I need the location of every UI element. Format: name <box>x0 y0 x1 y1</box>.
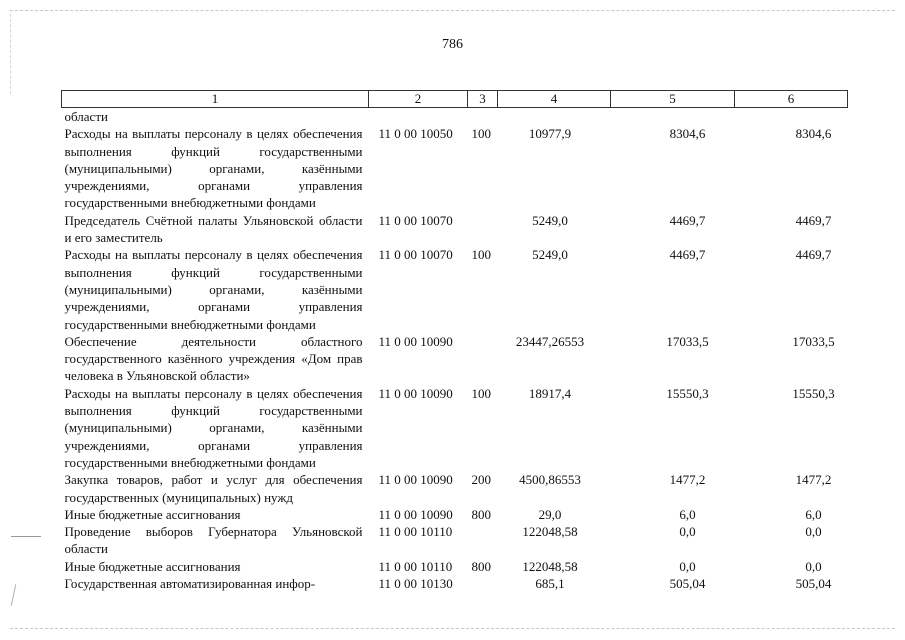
row-target-code: 11 0 00 10130 <box>378 576 453 592</box>
row-expense-type: 200 <box>471 472 491 488</box>
row-target-code: 11 0 00 10090 <box>378 472 453 488</box>
row-value-1: 685,1 <box>535 576 565 592</box>
row-expense-type: 100 <box>471 385 491 401</box>
header-row <box>62 91 848 108</box>
row-value-2: 6,0 <box>679 506 696 522</box>
row-description: Расходы на выплаты персоналу в целях обеспечения выполнения функций государственными (муниципальными) органами, казёнными учреждениями, органами управления государственными внебюджетными фондами <box>64 247 363 332</box>
row-value-1: 5249,0 <box>532 212 568 228</box>
scan-margin-mark <box>11 584 17 606</box>
scan-left-edge <box>10 14 11 94</box>
row-description: Расходы на выплаты персоналу в целях обеспечения выполнения функций государственными (муниципальными) органами, казёнными учреждениями, органами управления государственными внебюджетными фондами <box>64 126 363 211</box>
table-row <box>62 558 848 575</box>
table-row <box>62 108 848 126</box>
row-description: Иные бюджетные ассигнования <box>64 558 241 574</box>
row-value-1: 18917,4 <box>528 385 572 401</box>
row-description: области <box>64 109 108 124</box>
budget-table <box>61 90 848 592</box>
row-value-3: 15550,3 <box>792 385 835 401</box>
row-value-2: 4469,7 <box>669 247 706 263</box>
row-target-code: 11 0 00 10110 <box>378 558 453 574</box>
row-expense-type <box>468 108 498 126</box>
table-body <box>62 108 848 593</box>
row-expense-type <box>468 333 498 385</box>
row-value-3: 4469,7 <box>795 212 832 228</box>
column-header-type: 3 <box>468 91 498 108</box>
scan-top-edge <box>10 10 895 11</box>
row-value-2: 17033,5 <box>666 333 709 349</box>
row-expense-type <box>468 212 498 247</box>
table-row <box>62 212 848 247</box>
table-row <box>62 246 848 332</box>
table-row <box>62 506 848 523</box>
row-description: Обеспечение деятельности областного государственного казённого учреждения «Дом прав человека в Ульяновской области» <box>64 333 363 384</box>
row-description: Государственная автоматизированная инфор- <box>64 576 316 592</box>
row-target-code <box>369 108 468 126</box>
row-value-1: 122048,58 <box>522 524 578 540</box>
row-target-code: 11 0 00 10110 <box>378 524 453 540</box>
row-value-3: 505,04 <box>795 576 832 592</box>
row-value-2: 0,0 <box>679 524 696 540</box>
row-value-1: 29,0 <box>538 506 562 522</box>
row-target-code: 11 0 00 10070 <box>378 247 453 263</box>
row-target-code: 11 0 00 10090 <box>378 385 453 401</box>
row-value-1: 122048,58 <box>522 558 578 574</box>
row-value-1: 5249,0 <box>532 247 568 263</box>
table-header <box>62 91 848 108</box>
table-row <box>62 385 848 471</box>
row-value-1: 10977,9 <box>528 126 572 142</box>
table-row <box>62 471 848 506</box>
table-row <box>62 523 848 558</box>
row-value-3: 17033,5 <box>792 333 835 349</box>
row-description: Председатель Счётной палаты Ульяновской области и его заместитель <box>64 212 363 246</box>
row-value-3: 0,0 <box>805 558 822 574</box>
column-header-value-2: 5 <box>611 91 735 108</box>
table-row <box>62 333 848 385</box>
column-header-code: 2 <box>369 91 468 108</box>
column-header-name: 1 <box>62 91 369 108</box>
scan-bottom-edge <box>10 628 895 629</box>
row-value-3: 6,0 <box>805 506 822 522</box>
row-value-3 <box>735 108 848 126</box>
row-value-2: 4469,7 <box>669 212 706 228</box>
row-expense-type: 800 <box>471 506 491 522</box>
row-value-1: 23447,26553 <box>515 333 585 349</box>
row-description: Проведение выборов Губернатора Ульяновской области <box>64 524 363 557</box>
row-value-3: 8304,6 <box>795 126 832 142</box>
page-number: 786 <box>442 37 463 52</box>
scan-margin-mark <box>11 536 41 537</box>
row-expense-type <box>468 523 498 558</box>
row-target-code: 11 0 00 10090 <box>378 506 453 522</box>
row-description: Расходы на выплаты персоналу в целях обеспечения выполнения функций государственными (муниципальными) органами, казёнными учреждениями, органами управления государственными внебюджетными фондами <box>64 385 363 470</box>
row-value-2: 505,04 <box>669 576 706 592</box>
row-value-2: 1477,2 <box>669 472 706 488</box>
row-target-code: 11 0 00 10070 <box>378 212 453 228</box>
row-value-2: 15550,3 <box>666 385 709 401</box>
row-value-2: 0,0 <box>679 558 696 574</box>
column-header-value-1: 4 <box>498 91 611 108</box>
row-expense-type <box>468 575 498 592</box>
row-expense-type: 800 <box>471 558 491 574</box>
table-row <box>62 125 848 211</box>
row-value-2 <box>611 108 735 126</box>
row-target-code: 11 0 00 10090 <box>378 333 453 349</box>
row-target-code: 11 0 00 10050 <box>378 126 453 142</box>
row-expense-type: 100 <box>471 126 491 142</box>
row-value-3: 0,0 <box>805 524 822 540</box>
row-value-1 <box>498 108 611 126</box>
column-header-value-3: 6 <box>735 91 848 108</box>
row-value-3: 4469,7 <box>795 247 832 263</box>
row-expense-type: 100 <box>471 247 491 263</box>
row-value-1: 4500,86553 <box>519 472 581 488</box>
row-description: Закупка товаров, работ и услуг для обеспечения государственных (муниципальных) нужд <box>64 472 363 505</box>
row-value-3: 1477,2 <box>795 472 832 488</box>
row-description: Иные бюджетные ассигнования <box>64 506 241 522</box>
row-value-2: 8304,6 <box>669 126 706 142</box>
table-row <box>62 575 848 592</box>
